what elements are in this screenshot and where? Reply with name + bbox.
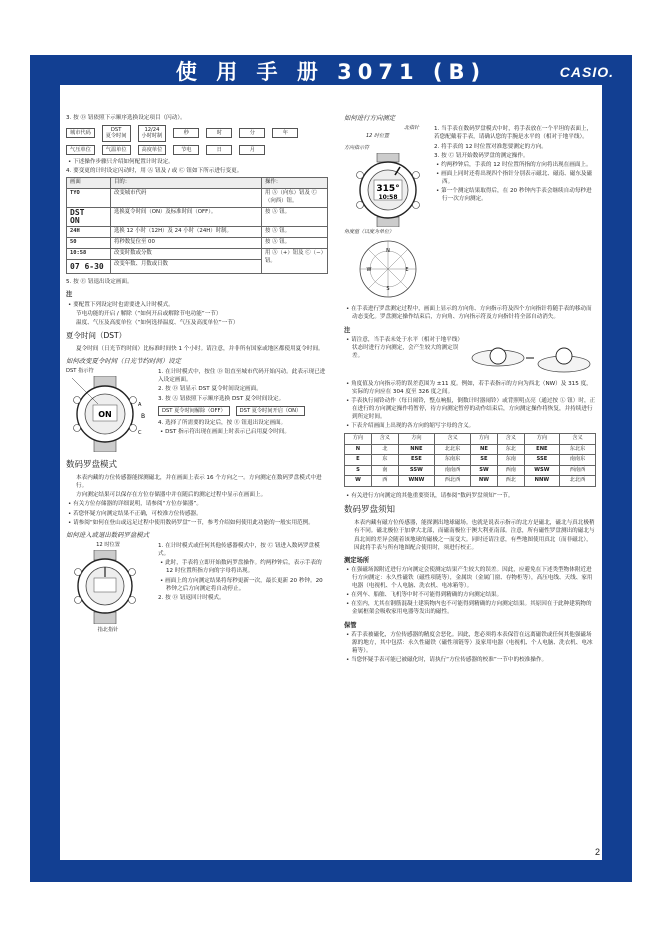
table-cell: 按 Ⓐ 钮。 [262, 238, 328, 249]
dst-howto-title: 如何改变夏令时间（日光节约时间）设定 [66, 356, 182, 365]
table-cell: 按 Ⓐ 钮。 [262, 207, 328, 227]
table-row [345, 444, 596, 455]
level-note [344, 336, 596, 380]
enter-step: • 此时，手表将立即开始数码罗盘操作。约两秒钟后，表示手表的 12 时位置所指方向的字母将出现。 [160, 560, 322, 575]
watch-illustration [66, 550, 146, 624]
note-line: 节电功能的开启 / 解除（“如何开启或解除节电功能”一节） [76, 310, 222, 317]
compass-mode-title: 数码罗盘模式 [66, 459, 118, 470]
level-note-text: • 请注意，当手表未处于水平（相对于地平线）状态时进行方向测定，会产生较大的测定误差。 [346, 336, 461, 359]
table-cell: S [345, 465, 372, 476]
table-cell: NE [471, 444, 498, 455]
compass-bullet: • 请参阅“如何在登山或远足过程中使用数码罗盘”一节，参考介绍如何使用此功能的一般实用范例。 [68, 519, 314, 526]
note-title: 注 [344, 326, 351, 334]
magnetic-para: • 在手表进行罗盘测定过程中，画面上显示的方向角、方向指示符及四个方向指针将随手表的移动而动态变化。罗盘测定操作结束后，方向角、方向指示符及方向指针将全部自动消失。 [346, 306, 592, 321]
table-row [67, 248, 328, 259]
lcd-display: TYO [67, 188, 111, 207]
table-cell: 按 Ⓐ 钮。 [262, 227, 328, 238]
table-row [67, 188, 328, 207]
table-cell: SE [471, 455, 498, 466]
label-12-oclock: 12 时位置 [366, 133, 389, 140]
table-cell: 南南东 [560, 455, 596, 466]
wrist-level-illustration [468, 336, 592, 380]
right-border [602, 85, 632, 882]
header-cell: 方向 [345, 434, 372, 445]
header-cell: 含义 [497, 434, 524, 445]
table-cell: 北 [371, 444, 398, 455]
enter-steps [158, 542, 328, 634]
label-north-pointer: 指北指针 [97, 626, 119, 633]
step-3: 3. 按 Ⓓ 钮依照下示顺序选换设定项目（闪动）。 [66, 115, 186, 121]
flow-item: 分 [239, 128, 265, 138]
flow-item: 秒 [173, 128, 199, 138]
compass-bullet: • 有关方位存储器的详细说明，请参阅“方位存储器”。 [68, 501, 202, 508]
label-direction-indicator: 方向指示符 [344, 145, 370, 152]
storage-bullet: • 当您怀疑手表可能已被磁化时，请执行“方位传感器的校准”一节中的校准操作。 [346, 657, 548, 664]
table-row [345, 476, 596, 487]
table-cell: 东 [371, 455, 398, 466]
flow-item: 气压单位 [66, 145, 95, 155]
table-cell: ENE [524, 444, 559, 455]
lcd-display: DST ON [67, 207, 111, 227]
direction-step: • 约两秒钟后，手表的 12 时位置所指的方向将出现在画面上。 [436, 161, 592, 168]
flow-item: 气温单位 [102, 145, 131, 155]
table-cell: 选换 12 小时（12H）及 24 小时（24H）时制。 [111, 227, 262, 238]
svg-text:B: B [141, 412, 146, 420]
dst-flow [158, 406, 328, 416]
table-cell: WNW [398, 476, 434, 487]
enter-watch-figure [66, 542, 150, 634]
watch-illustration [350, 153, 426, 227]
note-bullet: • 下述操作步骤只介绍如何配置计时设定。 [68, 158, 174, 165]
svg-text:E: E [405, 267, 409, 274]
more-info: • 有关进行方向测定的其他重要资讯，请参阅“数码罗盘须知”一节。 [346, 492, 514, 499]
dst-section [66, 368, 328, 455]
header-bar [30, 55, 632, 85]
note-line: • 要配置下列设定时也需要进入计时模式。 [68, 301, 174, 308]
direction-step: • 第一个测定结果取得后，在 20 秒钟内手表会继续自动每秒进行一次方向测定。 [436, 188, 592, 203]
svg-text:N: N [386, 248, 390, 255]
label-angle-value: 角度值（以度为单位） [344, 229, 395, 236]
header-purpose: 目的： [111, 178, 262, 189]
storage-bullet: • 若手表被磁化，方位传感器的精度会恶化。因此，您必须将本表保管在远离磁铁或任何其他强磁场源的地方，其中包括：永久性磁铁（磁性项链等）及家用电器（电视机、个人电脑、洗衣机、电冰箱等）。 [346, 631, 593, 654]
flow-item: 节电 [173, 145, 199, 155]
table-cell: 西南西 [560, 465, 596, 476]
flow-row-2 [66, 145, 328, 155]
dst-title: 夏令时间（DST） [66, 330, 127, 340]
table-cell: 西南 [497, 465, 524, 476]
table-header-row [345, 434, 596, 445]
accuracy-bullet: • 下表介绍画面上出现的各方向的缩写字母的含义。 [346, 423, 475, 430]
table-cell: 北北西 [560, 476, 596, 487]
table-cell: 西北西 [435, 476, 471, 487]
compass-notice-title: 数码罗盘须知 [344, 505, 396, 516]
lcd-display: 10:58 [67, 248, 111, 259]
table-cell: 将秒数复位至 00 [111, 238, 262, 249]
dst-watch-figure [66, 368, 150, 455]
accuracy-bullet: • 手表执行闹铃动作（每日闹铃，整点响报，倒数计时器闹铃）或背照明点亮（通过按 Ⓛ 钮）时，正在进行的方向测定操作将暂停，待方向测定暂停的动作结束后，方向测定操作将恢复，并持续进行到所定时间。 [346, 397, 596, 421]
table-cell: 东南东 [435, 455, 471, 466]
table-cell: W [345, 476, 372, 487]
table-cell: 东南 [497, 455, 524, 466]
table-cell: 南南西 [435, 465, 471, 476]
direction-step: 3. 按 Ⓒ 钮开始数码罗盘的测定操作。 [434, 152, 529, 159]
header-cell: 含义 [371, 434, 398, 445]
header-cell: 方向 [398, 434, 434, 445]
header-cell: 含义 [560, 434, 596, 445]
left-column [66, 114, 328, 634]
table-cell: 改变年数、月数或日数 [111, 259, 262, 274]
page-number: 2 [595, 847, 601, 857]
table-cell: NW [471, 476, 498, 487]
dst-text: 夏令时间（日光节约时间）比标准时间快 1 个小时。请注意，并非所有国家或地区都使用夏令时间。 [76, 345, 324, 352]
flow-item: 日 [206, 145, 232, 155]
casio-logo: CASIO. [559, 64, 614, 80]
table-cell: 用 Ⓐ（+）钮及 Ⓒ（−）钮。 [262, 248, 328, 273]
table-header-row [67, 178, 328, 189]
enter-compass-title: 如何进入或退出数码罗盘模式 [66, 530, 150, 539]
table-cell: 西北 [497, 476, 524, 487]
watch-degree: 315° [376, 184, 400, 195]
flow-item: 高度单位 [138, 145, 167, 155]
settings-table [66, 177, 328, 274]
flow-item: DST 夏令时间开启（ON） [236, 406, 306, 416]
compass-rose-illustration [356, 237, 420, 301]
svg-text:S: S [386, 286, 390, 293]
table-cell: WSW [524, 465, 559, 476]
enter-step: • 画面上的方向测定结果将每秒更新一次，最长更新 20 秒钟。20 秒钟之后方向测定将自动停止。 [160, 577, 323, 592]
table-cell: SW [471, 465, 498, 476]
step-5: 5. 按 Ⓔ 钮退出设定画面。 [66, 279, 133, 286]
table-cell: 南 [371, 465, 398, 476]
enter-section [66, 542, 328, 634]
header-action: 操作： [262, 178, 328, 189]
flow-item: 月 [239, 145, 265, 155]
compass-intro: 方向测定结果可以保存在方位存储器中并在随后的测定过程中显示在画面上。 [76, 492, 267, 499]
storage-title: 保管 [344, 621, 357, 629]
svg-text:A: A [138, 401, 142, 408]
table-row [67, 207, 328, 227]
table-cell: ESE [398, 455, 434, 466]
flow-row-1 [66, 125, 328, 141]
places-bullet: • 在室内，尤其在钢筋混凝土建筑物内也不可能得到精确的方向测定结果。其原因在于此种建筑物的金属框架会吸收家用电器等发出的磁性。 [346, 601, 592, 616]
table-cell: 西 [371, 476, 398, 487]
header-cell: 含义 [435, 434, 471, 445]
flow-item: DST 夏令时间解除（OFF） [158, 406, 230, 416]
lcd-display: 50 [67, 238, 111, 249]
header-cell: 方向 [524, 434, 559, 445]
table-cell: SSW [398, 465, 434, 476]
table-cell: 改变城市代码 [111, 188, 262, 207]
places-bullet: • 在强磁场源附近进行方向测定会使测定结果产生较大的误差。因此，应避免在下述类型物体附近进行方向测定：永久性磁铁（磁性项链等），金属块（金属门窗、存物柜等），高压电线、天线、家用电器（电视机、个人电脑、洗衣机、电冰箱等）。 [346, 566, 593, 590]
table-cell: 东北 [497, 444, 524, 455]
table-cell: E [345, 455, 372, 466]
flow-item: DST 夏令时间 [102, 125, 131, 141]
table-row [345, 465, 596, 476]
dst-step: • DST 指示符出现在画面上时表示已启用夏令时间。 [160, 428, 291, 435]
svg-text:ON: ON [98, 409, 112, 419]
table-cell: SSE [524, 455, 559, 466]
table-cell: 用 Ⓐ（向东）钮及 Ⓒ（向西）钮。 [262, 188, 328, 207]
header-display: 画面 [67, 178, 111, 189]
direction-section [344, 125, 596, 303]
svg-text:C: C [138, 429, 142, 436]
table-row [67, 227, 328, 238]
svg-text:W: W [366, 267, 372, 274]
lcd-display: 07 6-30 [67, 259, 111, 274]
places-title: 测定场所 [344, 556, 370, 564]
compass-notice-text: 本表内藏有磁方位传感器，能探测出地球磁场。也就是说表示指示的北方是磁北，磁北与真北极稍有不同。磁北极位于加拿大北部，而磁南极位于澳大利亚南部。注意，所有磁性罗盘测出的磁北与真北间的差异会随着该地球的磁极之一而变大。同时还请注意，有些地图使用真北（而非磁北），因此将手表与所有地图配合使用时，须进行校正。 [354, 520, 595, 551]
direction-table [344, 433, 596, 487]
compass-figure [344, 125, 430, 303]
dst-steps [158, 368, 328, 455]
note-line: 温度、气压及高度单位（“如何选择温度、气压及高度单位”一节） [76, 319, 239, 326]
table-cell: NNW [524, 476, 559, 487]
watch-time: 10:58 [378, 194, 398, 202]
direction-step: • 画面上同时还将出现四个指针分别表示磁北、磁南、磁东及磁西。 [436, 170, 593, 185]
accuracy-bullet: • 角度值及方向指示符的误差范围为 ±11 度。例如，若手表指示的方向为西北（NW）及 315 度，实际的方向应在 304 度至 326 度之间。 [346, 380, 592, 395]
compass-bullet: • 若您怀疑方向测定结果不正确，可校准方位传感器。 [68, 510, 202, 517]
table-cell: NNE [398, 444, 434, 455]
header-cell: 方向 [471, 434, 498, 445]
table-cell: 改变时数或分数 [111, 248, 262, 259]
direction-steps [434, 125, 596, 303]
label-north-pointer: 北指针 [404, 125, 420, 132]
bottom-border [30, 860, 632, 882]
table-row [345, 455, 596, 466]
enter-step: 2. 按 Ⓓ 钮返回计时模式。 [158, 594, 225, 601]
manual-title: 使 用 手 册 3071 (B) [175, 60, 487, 84]
flow-item: 年 [272, 128, 298, 138]
watch-illustration [66, 376, 146, 452]
direction-step: 1. 当手表在数码罗盘模式中时，将手表放在一个平坦的表面上，若您配戴着手表，请确认您的手腕是水平的（相对于地平线）。 [434, 126, 593, 141]
table-cell: 东北东 [560, 444, 596, 455]
flow-item: 城市代码 [66, 128, 95, 138]
flow-item: 12/24 小时时制 [138, 125, 167, 141]
flow-item: 时 [206, 128, 232, 138]
step-4: 4. 要变更的计时设定闪动时，用 Ⓐ 钮及 / 或 Ⓒ 钮如下所示进行变更。 [66, 167, 243, 174]
table-cell: 北北东 [435, 444, 471, 455]
table-row [67, 238, 328, 249]
dst-step: 2. 按 Ⓓ 钮显示 DST 夏令时间设定画面。 [158, 386, 262, 393]
dst-step: 1. 在计时模式中，按住 Ⓓ 钮直至城市代码开始闪动。此表示现已进入设定画面。 [158, 369, 326, 384]
label-12-oclock: 12 时位置 [96, 542, 120, 549]
enter-step: 1. 在计时模式或任何其他传感器模式中，按 Ⓒ 钮进入数码罗盘模式。 [158, 543, 320, 558]
direction-step: 2. 将手表的 12 时位置对准您要测定的方向。 [434, 143, 547, 150]
direction-howto-title: 如何进行方向测定 [344, 114, 396, 122]
dst-step: 4. 选择了所需要的设定后，按 Ⓔ 钮退出设定画面。 [158, 419, 287, 426]
right-column [344, 114, 596, 665]
table-cell: N [345, 444, 372, 455]
note-title: 注 [66, 291, 73, 299]
dst-indicator-label: DST 指示符 [66, 368, 94, 375]
lcd-display: 24H [67, 227, 111, 238]
left-border [30, 85, 60, 882]
places-bullet: • 在列车、船舶、飞机等中时不可能得到精确的方向测定结果。 [346, 592, 503, 599]
dst-step: 3. 按 Ⓐ 钮依照下示顺序选换 DST 夏令时间设定。 [158, 395, 285, 402]
table-cell: 选换夏令时间（ON）及标准时间（OFF）。 [111, 207, 262, 227]
compass-intro: 本表内藏的方位传感器能探测磁北，并在画面上表示 16 个方向之一。方向测定在数码罗盘模式中进行。 [76, 475, 322, 490]
